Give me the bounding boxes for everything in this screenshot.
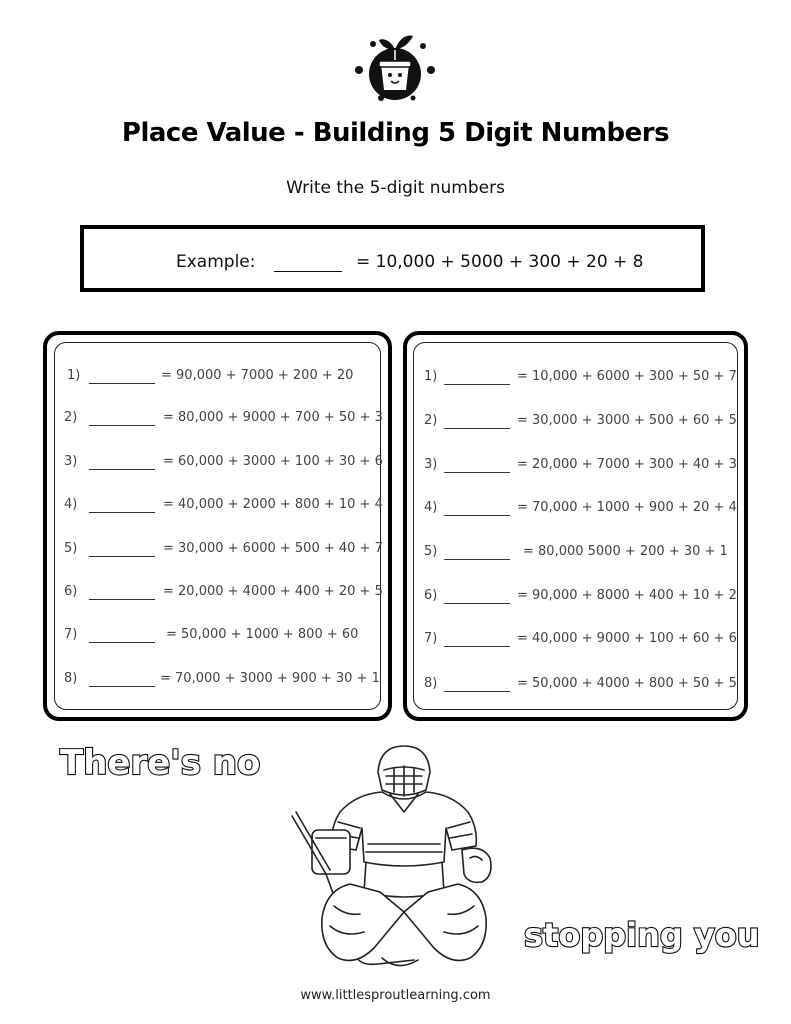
page-title: Place Value - Building 5 Digit Numbers [121, 118, 670, 148]
problem-equation: = 70,000 + 3000 + 900 + 30 + 1 [160, 671, 380, 686]
answer-blank[interactable] [444, 603, 510, 604]
problem-equation: = 30,000 + 6000 + 500 + 40 + 7 [163, 541, 383, 556]
problem-equation: = 90,000 + 8000 + 400 + 10 + 2 [517, 588, 737, 603]
problem-equation: = 20,000 + 7000 + 300 + 40 + 3 [517, 457, 737, 472]
problem-number: 8) [64, 671, 78, 686]
problem-row [64, 454, 384, 474]
problem-number: 4) [424, 500, 438, 515]
problem-row [424, 457, 739, 477]
problem-equation: = 50,000 + 4000 + 800 + 50 + 5 [517, 676, 737, 691]
answer-blank[interactable] [444, 559, 510, 560]
problem-equation: = 60,000 + 3000 + 100 + 30 + 6 [163, 454, 383, 469]
problem-row [424, 500, 739, 520]
problem-row [64, 584, 384, 604]
caption-bottom [522, 912, 782, 960]
problem-equation: = 70,000 + 1000 + 900 + 20 + 4 [517, 500, 737, 515]
answer-blank[interactable] [444, 691, 510, 692]
answer-blank[interactable] [444, 384, 510, 385]
answer-blank[interactable] [89, 469, 155, 470]
problem-row [424, 413, 739, 433]
problem-equation: = 90,000 + 7000 + 200 + 20 [161, 368, 354, 383]
problem-number: 2) [424, 413, 438, 428]
problem-row [64, 541, 384, 561]
problem-equation: = 80,000 + 9000 + 700 + 50 + 3 [163, 410, 383, 425]
problem-row [64, 671, 384, 691]
example-answer-blank[interactable] [274, 271, 342, 272]
answer-blank[interactable] [89, 642, 155, 643]
problem-row [64, 627, 384, 647]
problem-number: 7) [64, 627, 78, 642]
problem-number: 8) [424, 676, 438, 691]
caption-top [58, 738, 288, 784]
answer-blank[interactable] [89, 686, 155, 687]
problem-number: 2) [64, 410, 78, 425]
answer-blank[interactable] [444, 428, 510, 429]
answer-blank[interactable] [89, 556, 155, 557]
problem-number: 1) [67, 368, 81, 383]
problem-row [424, 631, 739, 651]
problem-number: 7) [424, 631, 438, 646]
right-problem-panel-inner [413, 342, 738, 710]
problem-equation: = 20,000 + 4000 + 400 + 20 + 5 [163, 584, 383, 599]
problem-number: 3) [424, 457, 438, 472]
problem-row [424, 676, 739, 696]
problem-number: 6) [64, 584, 78, 599]
answer-blank[interactable] [89, 425, 155, 426]
problem-number: 5) [64, 541, 78, 556]
answer-blank[interactable] [89, 599, 155, 600]
problem-equation: = 10,000 + 6000 + 300 + 50 + 7 [517, 369, 737, 384]
problem-equation: = 50,000 + 1000 + 800 + 60 [166, 627, 359, 642]
instructions: Write the 5-digit numbers [286, 178, 505, 198]
problem-equation: = 80,000 5000 + 200 + 30 + 1 [523, 544, 728, 559]
footer-url: www.littlesproutlearning.com [300, 988, 491, 1003]
problem-row [67, 368, 387, 388]
example-equation: = 10,000 + 5000 + 300 + 20 + 8 [356, 252, 644, 272]
hockey-goalie-icon [286, 742, 516, 974]
answer-blank[interactable] [89, 383, 155, 384]
problem-number: 6) [424, 588, 438, 603]
left-problem-panel-inner [54, 342, 381, 710]
problem-row [64, 497, 384, 517]
problem-number: 3) [64, 454, 78, 469]
answer-blank[interactable] [89, 512, 155, 513]
caption-top-text: There's no [60, 743, 261, 783]
caption-bottom-text: stopping you [524, 916, 760, 954]
problem-row [424, 588, 739, 608]
problem-number: 4) [64, 497, 78, 512]
problem-row [424, 369, 739, 389]
answer-blank[interactable] [444, 472, 510, 473]
sprout-pot-logo-icon [351, 28, 439, 108]
answer-blank[interactable] [444, 515, 510, 516]
problem-equation: = 40,000 + 2000 + 800 + 10 + 4 [163, 497, 383, 512]
problem-number: 5) [424, 544, 438, 559]
problem-number: 1) [424, 369, 438, 384]
problem-row [424, 544, 739, 564]
problem-equation: = 30,000 + 3000 + 500 + 60 + 5 [517, 413, 737, 428]
problem-equation: = 40,000 + 9000 + 100 + 60 + 6 [517, 631, 737, 646]
answer-blank[interactable] [444, 646, 510, 647]
example-label: Example: [176, 252, 256, 272]
problem-row [64, 410, 384, 430]
